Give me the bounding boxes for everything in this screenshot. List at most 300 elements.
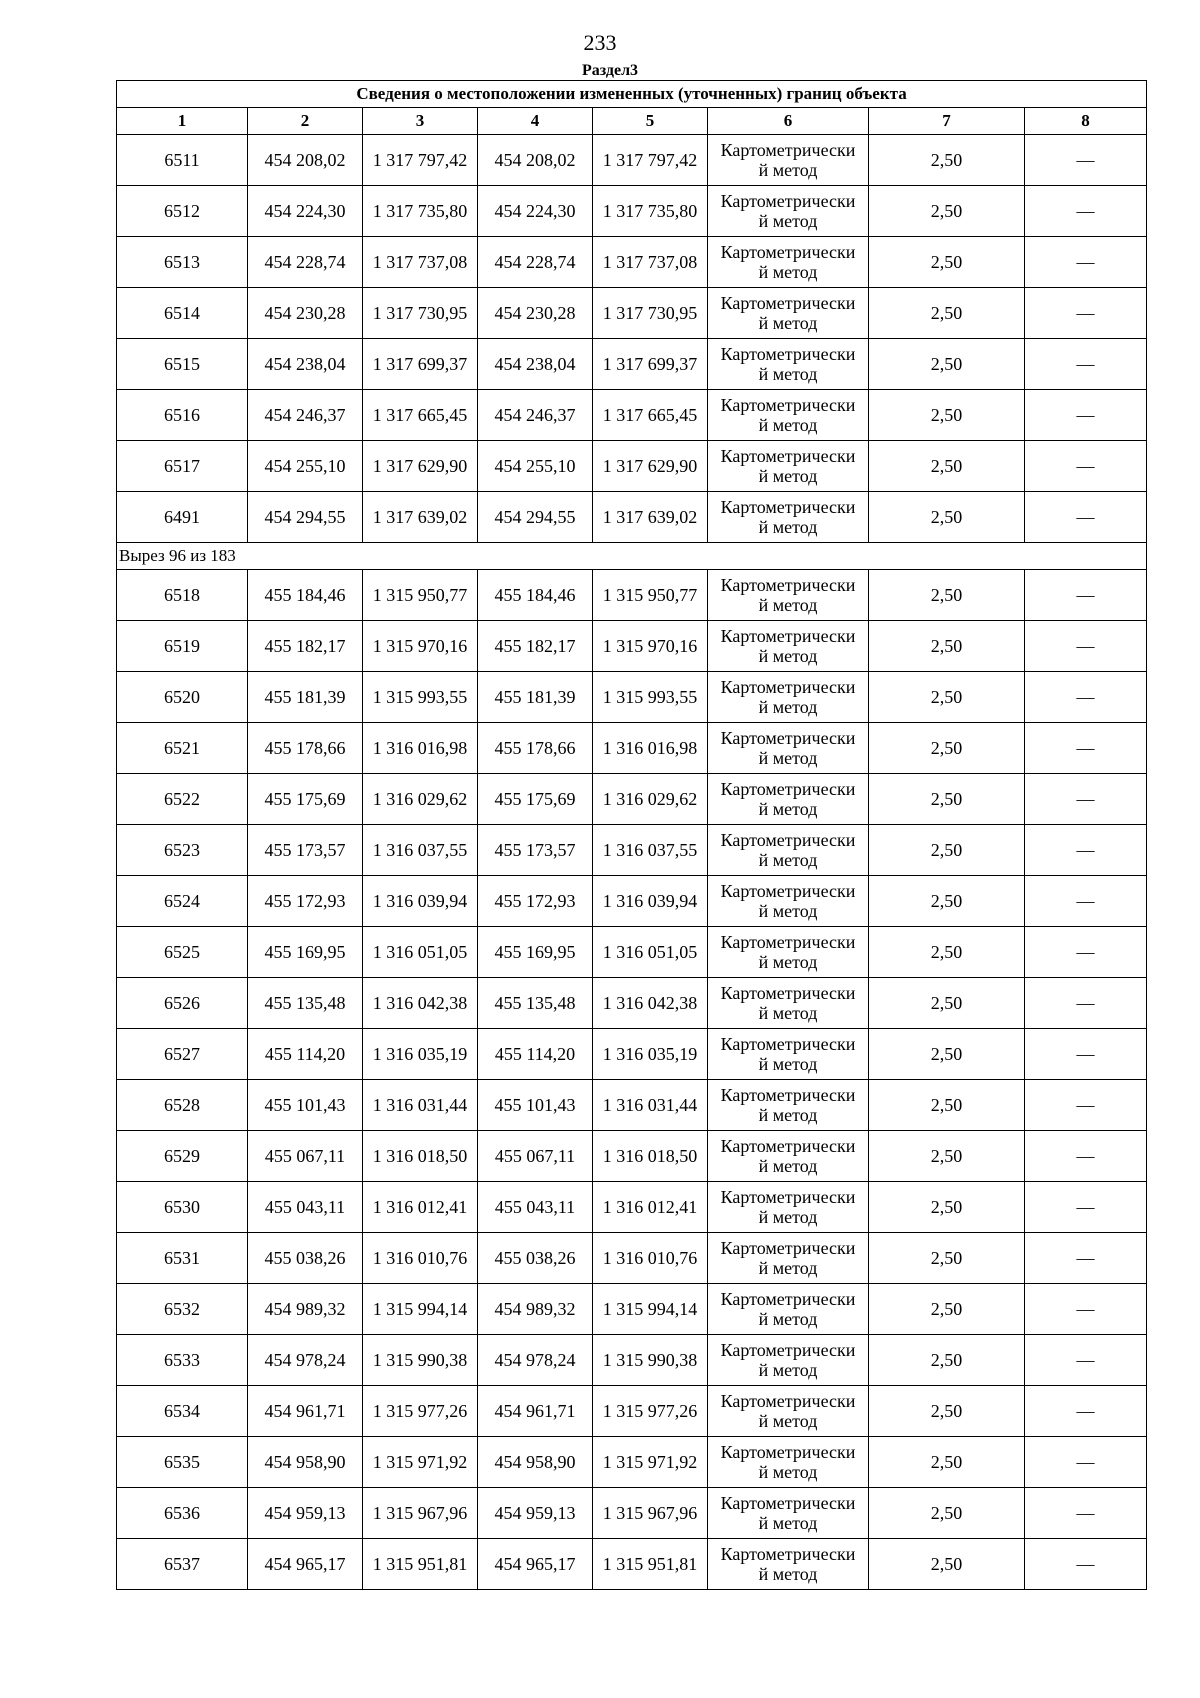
table-row bbox=[117, 1182, 1147, 1233]
method-text-line2: й метод bbox=[758, 697, 818, 717]
method-text-line1: Картометрически bbox=[720, 140, 856, 160]
table-row bbox=[117, 492, 1147, 543]
x-coordinate-cell: 455 135,48 bbox=[478, 978, 593, 1029]
method-cell bbox=[708, 621, 869, 672]
method-text-line1: Картометрически bbox=[720, 1544, 856, 1564]
method-text-line2: й метод bbox=[758, 901, 818, 921]
precision-cell: 2,50 bbox=[869, 1539, 1025, 1590]
y-coordinate-cell: 1 316 051,05 bbox=[363, 927, 478, 978]
precision-cell: 2,50 bbox=[869, 1488, 1025, 1539]
x-coordinate-cell: 454 228,74 bbox=[478, 237, 593, 288]
method-text-line1: Картометрически bbox=[720, 626, 856, 646]
method-text-line1: Картометрически bbox=[720, 1034, 856, 1054]
point-number-cell: 6527 bbox=[117, 1029, 248, 1080]
method-text-line1: Картометрически bbox=[720, 881, 856, 901]
y-coordinate-cell: 1 315 950,77 bbox=[593, 570, 708, 621]
table-row bbox=[117, 288, 1147, 339]
method-cell bbox=[708, 1437, 869, 1488]
method-cell bbox=[708, 774, 869, 825]
y-coordinate-cell: 1 315 990,38 bbox=[363, 1335, 478, 1386]
precision-cell: 2,50 bbox=[869, 1182, 1025, 1233]
table-row bbox=[117, 339, 1147, 390]
x-coordinate-cell: 454 208,02 bbox=[248, 135, 363, 186]
y-coordinate-cell: 1 315 967,96 bbox=[593, 1488, 708, 1539]
x-coordinate-cell: 455 181,39 bbox=[478, 672, 593, 723]
x-coordinate-cell: 455 038,26 bbox=[478, 1233, 593, 1284]
table-group-section bbox=[117, 543, 1147, 570]
method-text-line2: й метод bbox=[758, 748, 818, 768]
method-text-line2: й метод bbox=[758, 1054, 818, 1074]
method-cell bbox=[708, 135, 869, 186]
method-text-line2: й метод bbox=[758, 799, 818, 819]
y-coordinate-cell: 1 317 639,02 bbox=[593, 492, 708, 543]
table-row bbox=[117, 1029, 1147, 1080]
method-cell bbox=[708, 492, 869, 543]
x-coordinate-cell: 454 961,71 bbox=[478, 1386, 593, 1437]
point-number-cell: 6524 bbox=[117, 876, 248, 927]
column-number: 1 bbox=[117, 108, 248, 135]
x-coordinate-cell: 454 959,13 bbox=[248, 1488, 363, 1539]
note-cell: — bbox=[1025, 339, 1147, 390]
method-text-line1: Картометрически bbox=[720, 932, 856, 952]
y-coordinate-cell: 1 316 029,62 bbox=[593, 774, 708, 825]
method-text-line2: й метод bbox=[758, 595, 818, 615]
note-cell: — bbox=[1025, 825, 1147, 876]
y-coordinate-cell: 1 317 730,95 bbox=[363, 288, 478, 339]
note-cell: — bbox=[1025, 492, 1147, 543]
table-caption-row bbox=[117, 81, 1147, 108]
y-coordinate-cell: 1 316 031,44 bbox=[593, 1080, 708, 1131]
table-row bbox=[117, 1437, 1147, 1488]
x-coordinate-cell: 455 172,93 bbox=[478, 876, 593, 927]
point-number-cell: 6534 bbox=[117, 1386, 248, 1437]
y-coordinate-cell: 1 315 970,16 bbox=[593, 621, 708, 672]
method-cell bbox=[708, 825, 869, 876]
method-text-line2: й метод bbox=[758, 1309, 818, 1329]
x-coordinate-cell: 455 043,11 bbox=[478, 1182, 593, 1233]
method-text-line1: Картометрически bbox=[720, 1187, 856, 1207]
y-coordinate-cell: 1 316 029,62 bbox=[363, 774, 478, 825]
y-coordinate-cell: 1 316 051,05 bbox=[593, 927, 708, 978]
note-cell: — bbox=[1025, 1080, 1147, 1131]
method-text-line1: Картометрически bbox=[720, 191, 856, 211]
note-cell: — bbox=[1025, 774, 1147, 825]
precision-cell: 2,50 bbox=[869, 1233, 1025, 1284]
table-row bbox=[117, 1284, 1147, 1335]
method-cell bbox=[708, 1233, 869, 1284]
precision-cell: 2,50 bbox=[869, 186, 1025, 237]
table-row bbox=[117, 390, 1147, 441]
y-coordinate-cell: 1 317 737,08 bbox=[363, 237, 478, 288]
method-text-line2: й метод bbox=[758, 1411, 818, 1431]
method-cell bbox=[708, 1488, 869, 1539]
x-coordinate-cell: 455 184,46 bbox=[478, 570, 593, 621]
y-coordinate-cell: 1 316 042,38 bbox=[363, 978, 478, 1029]
point-number-cell: 6491 bbox=[117, 492, 248, 543]
y-coordinate-cell: 1 316 035,19 bbox=[593, 1029, 708, 1080]
note-cell: — bbox=[1025, 1182, 1147, 1233]
note-cell: — bbox=[1025, 1539, 1147, 1590]
x-coordinate-cell: 454 961,71 bbox=[248, 1386, 363, 1437]
y-coordinate-cell: 1 317 699,37 bbox=[593, 339, 708, 390]
x-coordinate-cell: 454 255,10 bbox=[248, 441, 363, 492]
column-number: 7 bbox=[869, 108, 1025, 135]
x-coordinate-cell: 455 172,93 bbox=[248, 876, 363, 927]
method-text-line1: Картометрически bbox=[720, 830, 856, 850]
note-cell: — bbox=[1025, 1335, 1147, 1386]
precision-cell: 2,50 bbox=[869, 1284, 1025, 1335]
note-cell: — bbox=[1025, 288, 1147, 339]
y-coordinate-cell: 1 317 699,37 bbox=[363, 339, 478, 390]
point-number-cell: 6521 bbox=[117, 723, 248, 774]
method-text-line1: Картометрически bbox=[720, 395, 856, 415]
method-text-line2: й метод bbox=[758, 160, 818, 180]
method-cell bbox=[708, 570, 869, 621]
y-coordinate-cell: 1 316 042,38 bbox=[593, 978, 708, 1029]
y-coordinate-cell: 1 317 797,42 bbox=[363, 135, 478, 186]
table-row bbox=[117, 1488, 1147, 1539]
y-coordinate-cell: 1 316 037,55 bbox=[593, 825, 708, 876]
note-cell: — bbox=[1025, 570, 1147, 621]
section-label: Раздел3 bbox=[581, 62, 639, 79]
table-row bbox=[117, 237, 1147, 288]
method-text-line2: й метод bbox=[758, 1564, 818, 1584]
x-coordinate-cell: 454 958,90 bbox=[248, 1437, 363, 1488]
y-coordinate-cell: 1 315 951,81 bbox=[363, 1539, 478, 1590]
table-row bbox=[117, 186, 1147, 237]
table-row bbox=[117, 672, 1147, 723]
x-coordinate-cell: 454 208,02 bbox=[478, 135, 593, 186]
y-coordinate-cell: 1 316 039,94 bbox=[593, 876, 708, 927]
method-text-line2: й метод bbox=[758, 1105, 818, 1125]
y-coordinate-cell: 1 317 730,95 bbox=[593, 288, 708, 339]
x-coordinate-cell: 454 230,28 bbox=[478, 288, 593, 339]
x-coordinate-cell: 454 294,55 bbox=[478, 492, 593, 543]
note-cell: — bbox=[1025, 876, 1147, 927]
x-coordinate-cell: 454 246,37 bbox=[248, 390, 363, 441]
y-coordinate-cell: 1 317 797,42 bbox=[593, 135, 708, 186]
method-text-line2: й метод bbox=[758, 1513, 818, 1533]
column-number: 3 bbox=[363, 108, 478, 135]
point-number-cell: 6523 bbox=[117, 825, 248, 876]
table-row bbox=[117, 723, 1147, 774]
method-text-line2: й метод bbox=[758, 415, 818, 435]
page-number: 233 bbox=[583, 30, 617, 55]
y-coordinate-cell: 1 315 950,77 bbox=[363, 570, 478, 621]
method-cell bbox=[708, 1131, 869, 1182]
note-cell: — bbox=[1025, 237, 1147, 288]
method-text-line1: Картометрически bbox=[720, 1493, 856, 1513]
method-text-line2: й метод bbox=[758, 952, 818, 972]
x-coordinate-cell: 454 224,30 bbox=[248, 186, 363, 237]
column-number: 6 bbox=[708, 108, 869, 135]
method-cell bbox=[708, 186, 869, 237]
x-coordinate-cell: 455 038,26 bbox=[248, 1233, 363, 1284]
y-coordinate-cell: 1 316 039,94 bbox=[363, 876, 478, 927]
point-number-cell: 6526 bbox=[117, 978, 248, 1029]
x-coordinate-cell: 454 228,74 bbox=[248, 237, 363, 288]
method-cell bbox=[708, 237, 869, 288]
method-cell bbox=[708, 1284, 869, 1335]
point-number-cell: 6511 bbox=[117, 135, 248, 186]
y-coordinate-cell: 1 316 031,44 bbox=[363, 1080, 478, 1131]
method-text-line2: й метод bbox=[758, 1156, 818, 1176]
column-number: 8 bbox=[1025, 108, 1147, 135]
precision-cell: 2,50 bbox=[869, 927, 1025, 978]
table-row bbox=[117, 1080, 1147, 1131]
y-coordinate-cell: 1 315 993,55 bbox=[363, 672, 478, 723]
method-cell bbox=[708, 1539, 869, 1590]
note-cell: — bbox=[1025, 135, 1147, 186]
precision-cell: 2,50 bbox=[869, 672, 1025, 723]
table-body-after bbox=[117, 570, 1147, 1590]
x-coordinate-cell: 454 959,13 bbox=[478, 1488, 593, 1539]
table-row bbox=[117, 621, 1147, 672]
point-number-cell: 6530 bbox=[117, 1182, 248, 1233]
method-cell bbox=[708, 876, 869, 927]
table-row bbox=[117, 1233, 1147, 1284]
note-cell: — bbox=[1025, 1233, 1147, 1284]
y-coordinate-cell: 1 315 993,55 bbox=[593, 672, 708, 723]
method-text-line2: й метод bbox=[758, 262, 818, 282]
y-coordinate-cell: 1 315 994,14 bbox=[363, 1284, 478, 1335]
table-row bbox=[117, 978, 1147, 1029]
x-coordinate-cell: 454 230,28 bbox=[248, 288, 363, 339]
precision-cell: 2,50 bbox=[869, 1029, 1025, 1080]
method-text-line1: Картометрически bbox=[720, 677, 856, 697]
method-cell bbox=[708, 927, 869, 978]
y-coordinate-cell: 1 317 737,08 bbox=[593, 237, 708, 288]
y-coordinate-cell: 1 315 971,92 bbox=[363, 1437, 478, 1488]
y-coordinate-cell: 1 316 010,76 bbox=[363, 1233, 478, 1284]
x-coordinate-cell: 455 169,95 bbox=[248, 927, 363, 978]
x-coordinate-cell: 455 175,69 bbox=[248, 774, 363, 825]
y-coordinate-cell: 1 315 990,38 bbox=[593, 1335, 708, 1386]
x-coordinate-cell: 455 067,11 bbox=[248, 1131, 363, 1182]
point-number-cell: 6537 bbox=[117, 1539, 248, 1590]
method-text-line2: й метод bbox=[758, 1003, 818, 1023]
method-text-line1: Картометрически bbox=[720, 446, 856, 466]
method-text-line1: Картометрически bbox=[720, 1238, 856, 1258]
table-caption: Сведения о местоположении измененных (уточненных) границ объекта bbox=[117, 81, 1147, 108]
method-cell bbox=[708, 1080, 869, 1131]
method-text-line2: й метод bbox=[758, 313, 818, 333]
method-text-line2: й метод bbox=[758, 1258, 818, 1278]
x-coordinate-cell: 454 255,10 bbox=[478, 441, 593, 492]
y-coordinate-cell: 1 315 977,26 bbox=[363, 1386, 478, 1437]
precision-cell: 2,50 bbox=[869, 1131, 1025, 1182]
method-text-line1: Картометрически bbox=[720, 779, 856, 799]
x-coordinate-cell: 455 182,17 bbox=[248, 621, 363, 672]
y-coordinate-cell: 1 315 977,26 bbox=[593, 1386, 708, 1437]
y-coordinate-cell: 1 316 016,98 bbox=[363, 723, 478, 774]
x-coordinate-cell: 455 101,43 bbox=[478, 1080, 593, 1131]
method-cell bbox=[708, 390, 869, 441]
note-cell: — bbox=[1025, 1029, 1147, 1080]
method-text-line1: Картометрически bbox=[720, 293, 856, 313]
method-text-line1: Картометрически bbox=[720, 1289, 856, 1309]
x-coordinate-cell: 455 043,11 bbox=[248, 1182, 363, 1233]
point-number-cell: 6535 bbox=[117, 1437, 248, 1488]
coordinates-table bbox=[116, 80, 1147, 1590]
method-cell bbox=[708, 288, 869, 339]
method-text-line2: й метод bbox=[758, 1207, 818, 1227]
point-number-cell: 6518 bbox=[117, 570, 248, 621]
method-text-line1: Картометрически bbox=[720, 1442, 856, 1462]
group-label: Вырез 96 из 183 bbox=[117, 543, 1147, 570]
method-text-line1: Картометрически bbox=[720, 1340, 856, 1360]
x-coordinate-cell: 454 989,32 bbox=[248, 1284, 363, 1335]
y-coordinate-cell: 1 316 018,50 bbox=[593, 1131, 708, 1182]
x-coordinate-cell: 455 101,43 bbox=[248, 1080, 363, 1131]
x-coordinate-cell: 455 169,95 bbox=[478, 927, 593, 978]
point-number-cell: 6532 bbox=[117, 1284, 248, 1335]
x-coordinate-cell: 454 224,30 bbox=[478, 186, 593, 237]
column-number: 5 bbox=[593, 108, 708, 135]
method-text-line1: Картометрически bbox=[720, 1391, 856, 1411]
point-number-cell: 6513 bbox=[117, 237, 248, 288]
method-text-line1: Картометрически bbox=[720, 1136, 856, 1156]
precision-cell: 2,50 bbox=[869, 1335, 1025, 1386]
method-cell bbox=[708, 441, 869, 492]
x-coordinate-cell: 454 978,24 bbox=[248, 1335, 363, 1386]
y-coordinate-cell: 1 317 629,90 bbox=[363, 441, 478, 492]
method-text-line1: Картометрически bbox=[720, 1085, 856, 1105]
precision-cell: 2,50 bbox=[869, 237, 1025, 288]
precision-cell: 2,50 bbox=[869, 135, 1025, 186]
method-cell bbox=[708, 978, 869, 1029]
x-coordinate-cell: 454 965,17 bbox=[478, 1539, 593, 1590]
y-coordinate-cell: 1 315 970,16 bbox=[363, 621, 478, 672]
y-coordinate-cell: 1 315 971,92 bbox=[593, 1437, 708, 1488]
method-text-line2: й метод bbox=[758, 517, 818, 537]
x-coordinate-cell: 454 238,04 bbox=[478, 339, 593, 390]
point-number-cell: 6520 bbox=[117, 672, 248, 723]
x-coordinate-cell: 455 067,11 bbox=[478, 1131, 593, 1182]
x-coordinate-cell: 455 114,20 bbox=[248, 1029, 363, 1080]
y-coordinate-cell: 1 315 967,96 bbox=[363, 1488, 478, 1539]
method-text-line2: й метод bbox=[758, 1462, 818, 1482]
precision-cell: 2,50 bbox=[869, 978, 1025, 1029]
point-number-cell: 6516 bbox=[117, 390, 248, 441]
precision-cell: 2,50 bbox=[869, 621, 1025, 672]
method-text-line2: й метод bbox=[758, 850, 818, 870]
point-number-cell: 6531 bbox=[117, 1233, 248, 1284]
x-coordinate-cell: 455 173,57 bbox=[478, 825, 593, 876]
y-coordinate-cell: 1 317 735,80 bbox=[593, 186, 708, 237]
point-number-cell: 6514 bbox=[117, 288, 248, 339]
point-number-cell: 6512 bbox=[117, 186, 248, 237]
table-row bbox=[117, 1386, 1147, 1437]
note-cell: — bbox=[1025, 1386, 1147, 1437]
note-cell: — bbox=[1025, 927, 1147, 978]
x-coordinate-cell: 455 184,46 bbox=[248, 570, 363, 621]
y-coordinate-cell: 1 317 735,80 bbox=[363, 186, 478, 237]
x-coordinate-cell: 455 175,69 bbox=[478, 774, 593, 825]
y-coordinate-cell: 1 316 018,50 bbox=[363, 1131, 478, 1182]
x-coordinate-cell: 455 181,39 bbox=[248, 672, 363, 723]
method-text-line2: й метод bbox=[758, 211, 818, 231]
x-coordinate-cell: 454 246,37 bbox=[478, 390, 593, 441]
column-number: 2 bbox=[248, 108, 363, 135]
method-text-line1: Картометрически bbox=[720, 983, 856, 1003]
point-number-cell: 6525 bbox=[117, 927, 248, 978]
column-number: 4 bbox=[478, 108, 593, 135]
y-coordinate-cell: 1 317 629,90 bbox=[593, 441, 708, 492]
x-coordinate-cell: 455 178,66 bbox=[478, 723, 593, 774]
method-text-line1: Картометрически bbox=[720, 575, 856, 595]
precision-cell: 2,50 bbox=[869, 570, 1025, 621]
y-coordinate-cell: 1 317 639,02 bbox=[363, 492, 478, 543]
table-row bbox=[117, 774, 1147, 825]
note-cell: — bbox=[1025, 621, 1147, 672]
precision-cell: 2,50 bbox=[869, 1437, 1025, 1488]
note-cell: — bbox=[1025, 1284, 1147, 1335]
method-text-line1: Картометрически bbox=[720, 497, 856, 517]
precision-cell: 2,50 bbox=[869, 1386, 1025, 1437]
x-coordinate-cell: 454 989,32 bbox=[478, 1284, 593, 1335]
y-coordinate-cell: 1 316 010,76 bbox=[593, 1233, 708, 1284]
x-coordinate-cell: 455 135,48 bbox=[248, 978, 363, 1029]
table-row bbox=[117, 441, 1147, 492]
method-text-line1: Картометрически bbox=[720, 728, 856, 748]
table-row bbox=[117, 570, 1147, 621]
table-row bbox=[117, 1539, 1147, 1590]
y-coordinate-cell: 1 316 035,19 bbox=[363, 1029, 478, 1080]
y-coordinate-cell: 1 315 994,14 bbox=[593, 1284, 708, 1335]
precision-cell: 2,50 bbox=[869, 339, 1025, 390]
point-number-cell: 6515 bbox=[117, 339, 248, 390]
note-cell: — bbox=[1025, 390, 1147, 441]
method-text-line1: Картометрически bbox=[720, 242, 856, 262]
note-cell: — bbox=[1025, 186, 1147, 237]
y-coordinate-cell: 1 317 665,45 bbox=[593, 390, 708, 441]
note-cell: — bbox=[1025, 1131, 1147, 1182]
point-number-cell: 6536 bbox=[117, 1488, 248, 1539]
method-cell bbox=[708, 339, 869, 390]
x-coordinate-cell: 455 178,66 bbox=[248, 723, 363, 774]
note-cell: — bbox=[1025, 723, 1147, 774]
precision-cell: 2,50 bbox=[869, 492, 1025, 543]
method-text-line2: й метод bbox=[758, 646, 818, 666]
y-coordinate-cell: 1 316 012,41 bbox=[363, 1182, 478, 1233]
precision-cell: 2,50 bbox=[869, 723, 1025, 774]
note-cell: — bbox=[1025, 441, 1147, 492]
method-cell bbox=[708, 1335, 869, 1386]
table-row bbox=[117, 1335, 1147, 1386]
point-number-cell: 6519 bbox=[117, 621, 248, 672]
y-coordinate-cell: 1 316 016,98 bbox=[593, 723, 708, 774]
precision-cell: 2,50 bbox=[869, 825, 1025, 876]
table-row bbox=[117, 927, 1147, 978]
table-row bbox=[117, 876, 1147, 927]
column-number-row bbox=[117, 108, 1147, 135]
group-row bbox=[117, 543, 1147, 570]
point-number-cell: 6528 bbox=[117, 1080, 248, 1131]
method-text-line2: й метод bbox=[758, 364, 818, 384]
point-number-cell: 6522 bbox=[117, 774, 248, 825]
table-row bbox=[117, 825, 1147, 876]
table-row bbox=[117, 1131, 1147, 1182]
precision-cell: 2,50 bbox=[869, 390, 1025, 441]
y-coordinate-cell: 1 316 012,41 bbox=[593, 1182, 708, 1233]
point-number-cell: 6529 bbox=[117, 1131, 248, 1182]
method-cell bbox=[708, 1386, 869, 1437]
x-coordinate-cell: 454 978,24 bbox=[478, 1335, 593, 1386]
precision-cell: 2,50 bbox=[869, 876, 1025, 927]
note-cell: — bbox=[1025, 978, 1147, 1029]
method-cell bbox=[708, 1029, 869, 1080]
